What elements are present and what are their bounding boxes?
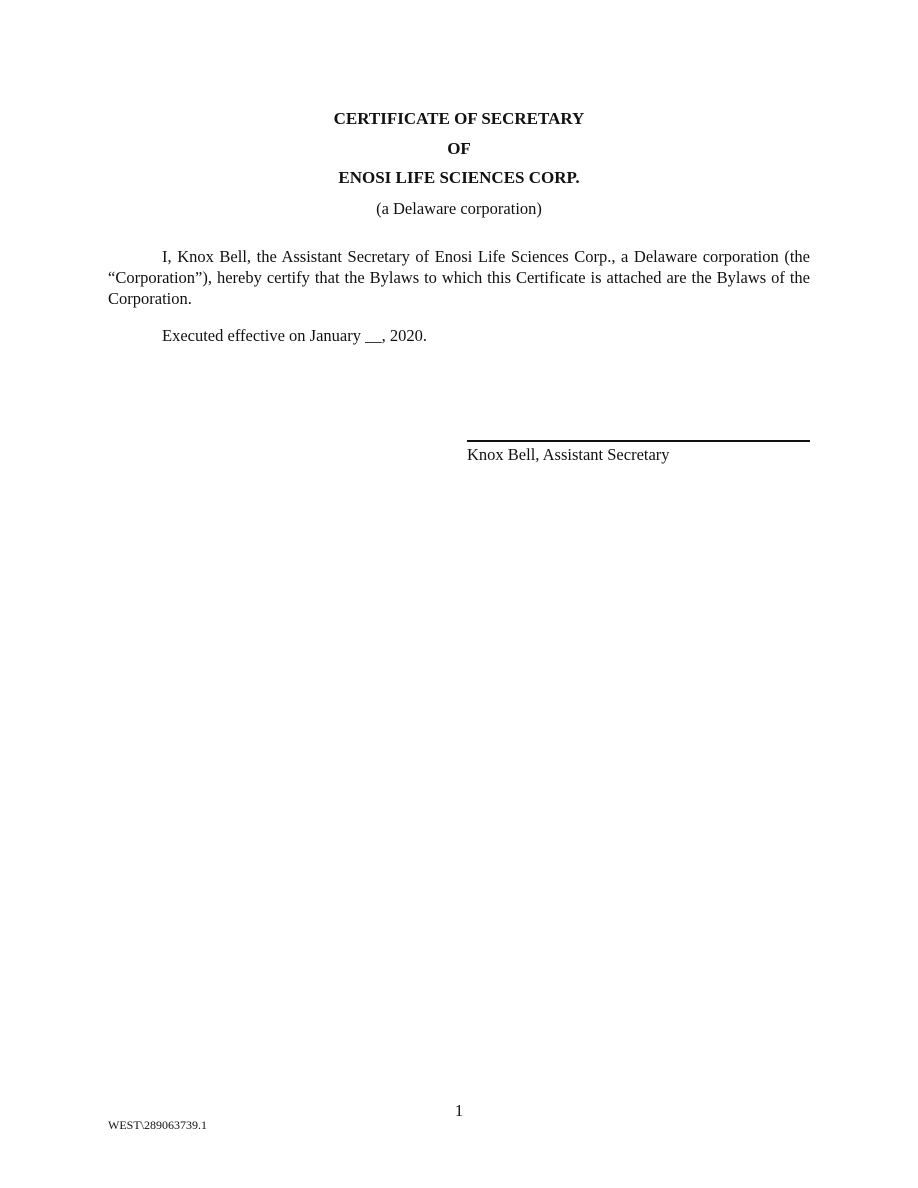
certification-paragraph: I, Knox Bell, the Assistant Secretary of Enosi Life Sciences Corp., a Delaware corporation (the “Corporation”), hereby certify that the Bylaws to which this Certificate is attached are the Bylaws of the Corporation. <box>108 247 810 308</box>
corporation-jurisdiction-subtitle: (a Delaware corporation) <box>376 199 542 218</box>
page-number: 1 <box>454 1101 464 1120</box>
certificate-title-of: OF <box>447 139 471 158</box>
signature-line <box>467 440 810 442</box>
signatory-name: Knox Bell, Assistant Secretary <box>467 445 670 464</box>
execution-date-line: Executed effective on January __, 2020. <box>162 326 427 345</box>
corporation-name-heading: ENOSI LIFE SCIENCES CORP. <box>338 168 580 187</box>
document-id: WEST\289063739.1 <box>108 1118 207 1132</box>
certificate-title: CERTIFICATE OF SECRETARY <box>333 109 585 128</box>
